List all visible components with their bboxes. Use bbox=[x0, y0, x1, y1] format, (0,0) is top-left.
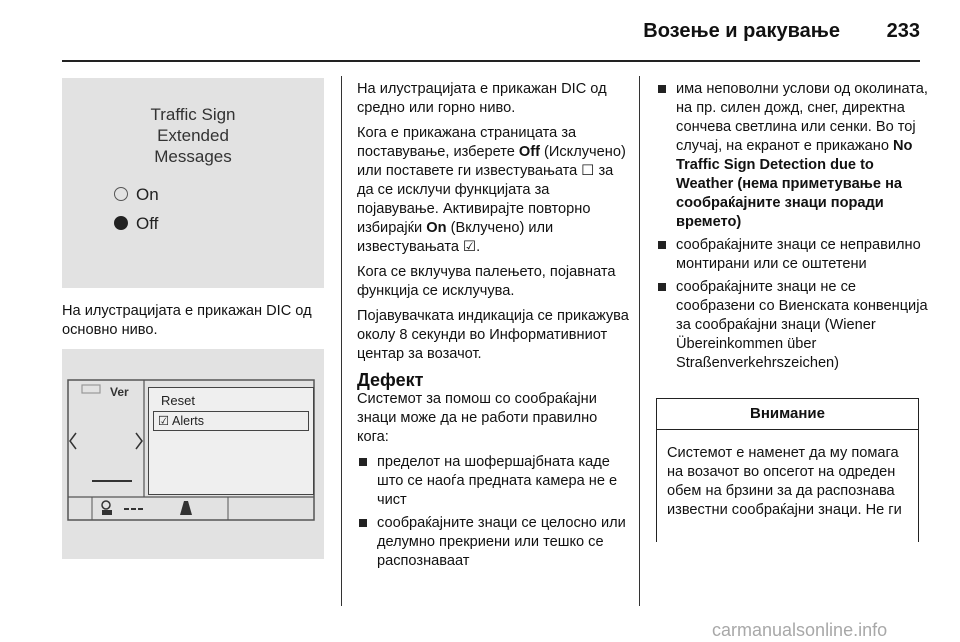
list-item bbox=[656, 236, 928, 274]
option-off[interactable] bbox=[114, 214, 158, 234]
page-number: 233 bbox=[886, 20, 920, 42]
text-span: Кога е прикажана страницата за поставување, изберете bbox=[357, 125, 577, 160]
list-item-text: сообраќајните знаци се неправилно монтирани или се оштетени bbox=[676, 237, 921, 272]
figure-dic-display bbox=[62, 349, 324, 559]
paragraph: Појавувачката индикација се прикажува околу 8 секунди во Информативниот центар за возачот. bbox=[357, 308, 629, 362]
list-item bbox=[357, 514, 629, 571]
radio-selected-icon bbox=[114, 216, 128, 230]
text-span: (Вклучено) или известувањата ☑. bbox=[357, 220, 554, 255]
bullet-icon bbox=[658, 241, 666, 249]
bullet-list bbox=[656, 80, 928, 373]
list-item-text: сообраќајните знаци не се сообразени со Виенската конвенција за сообраќајни знаци (Wiener Übereinkommen über Straßenverkehrszeichen) bbox=[676, 279, 928, 371]
column-divider bbox=[639, 76, 640, 606]
page-header bbox=[0, 0, 960, 62]
bullet-icon bbox=[658, 283, 666, 291]
warning-title: Внимание bbox=[656, 398, 919, 430]
vehicle-label: Ver bbox=[110, 385, 129, 399]
settings-menu bbox=[148, 387, 314, 495]
list-item bbox=[656, 278, 928, 373]
header-title: Возење и ракување bbox=[643, 20, 840, 42]
text-bold: Off bbox=[518, 144, 540, 160]
figure-title-line: Messages bbox=[154, 147, 232, 166]
checkbox-checked-icon: ☑ bbox=[158, 414, 170, 428]
paragraph: Системот за помош со сообраќајни знаци може да не работи правилно кога: bbox=[357, 391, 598, 445]
figure-title-line: Traffic Sign bbox=[150, 105, 236, 124]
paragraph bbox=[357, 124, 629, 257]
text-bold: On bbox=[426, 220, 447, 236]
paragraph: На илустрацијата е прикажан DIC од средно или горно ниво. bbox=[357, 81, 607, 116]
list-item-text: пределот на шофершајбната каде што се наоѓа предната камера не е чист bbox=[377, 454, 618, 508]
warning-body: Системот е наменет да му помага на возачот во опсегот на одреден обем на брзини за да распознава известни сообраќајни знаци. Не ги bbox=[656, 430, 919, 542]
bullet-list bbox=[357, 453, 629, 571]
option-on[interactable] bbox=[114, 185, 159, 205]
reset-menu-item[interactable]: Reset bbox=[161, 393, 195, 408]
list-item-text: има неповолни услови од околината, на пр. силен дожд, снег, директна сончева светлина или сенки. Во тој случај, на екранот е прикажано bbox=[676, 81, 928, 154]
figure-traffic-sign-menu bbox=[62, 78, 324, 288]
bullet-icon bbox=[359, 458, 367, 466]
alerts-menu-item[interactable] bbox=[153, 411, 309, 431]
section-heading: Дефект bbox=[357, 370, 424, 390]
list-item bbox=[357, 453, 629, 510]
watermark: carmanualsonline.info bbox=[712, 620, 888, 640]
column-divider bbox=[341, 76, 342, 606]
figure-title-line: Extended bbox=[157, 126, 229, 145]
alerts-label: Alerts bbox=[172, 414, 204, 428]
warning-box bbox=[656, 398, 919, 542]
bullet-icon bbox=[658, 85, 666, 93]
option-off-label: Off bbox=[136, 214, 159, 233]
list-item bbox=[656, 80, 928, 232]
radio-empty-icon bbox=[114, 187, 128, 201]
list-item-text: сообраќајните знаци се целосно или делумно прекриени или тешко се распознаваат bbox=[377, 515, 626, 569]
text-bold: No Traffic Sign Detection due to Weather (нема приметување на сообраќајните знаци поради времето) bbox=[676, 138, 913, 230]
option-on-label: On bbox=[136, 185, 159, 204]
paragraph: Кога се вклучува палењето, појавната функција се исклучува. bbox=[357, 264, 616, 299]
figure-title bbox=[62, 104, 324, 167]
bullet-icon bbox=[359, 519, 367, 527]
figure-caption: На илустрацијата е прикажан DIC од основно ниво. bbox=[62, 303, 312, 338]
column-middle bbox=[357, 80, 629, 575]
column-right bbox=[656, 80, 928, 377]
header-rule bbox=[62, 60, 920, 62]
text-span: (Исклучено) или поставете ги известувањата ☐ за да се исклучи функцијата за појавување. Активирајте повторно избирајќи bbox=[357, 144, 626, 236]
